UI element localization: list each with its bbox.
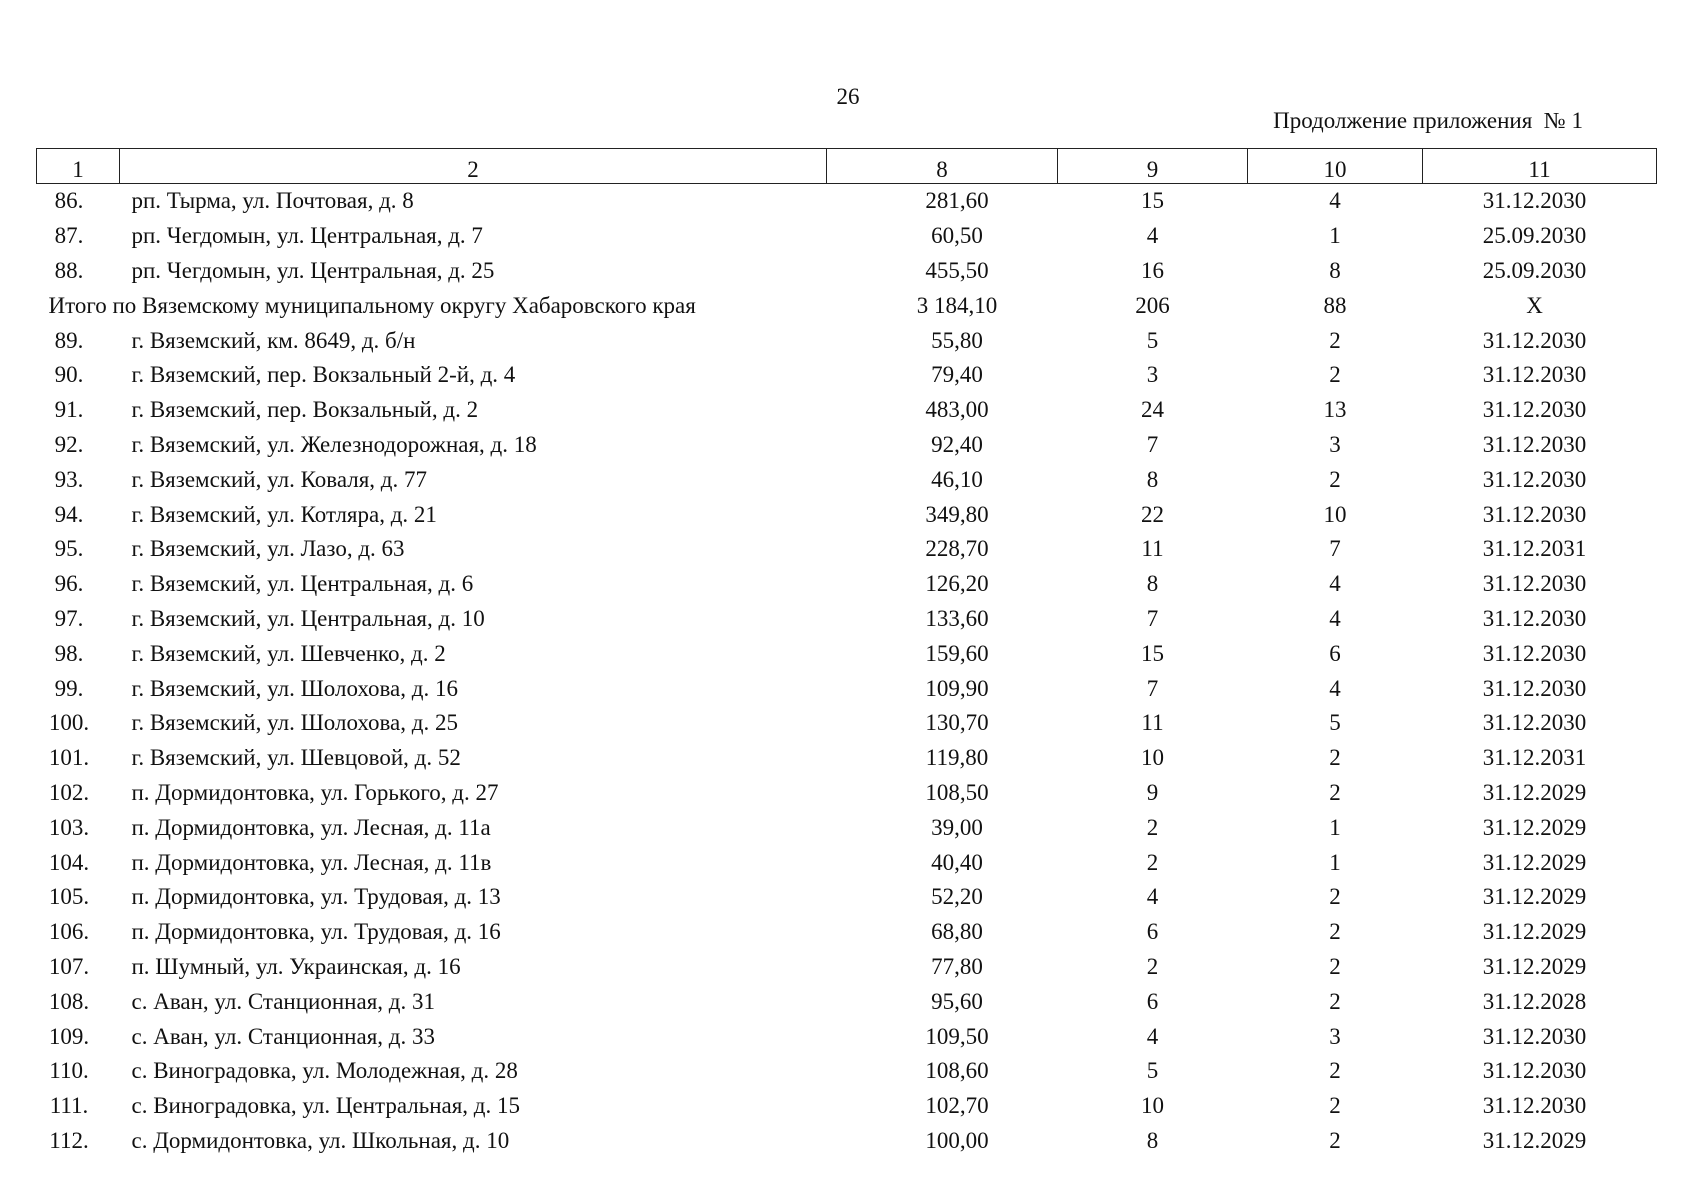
- cell-col-9: 7: [1146, 431, 1159, 457]
- table-row: [37, 567, 1657, 602]
- cell-col-8: 126,20: [925, 571, 989, 597]
- cell-col-8: 109,50: [925, 1023, 989, 1049]
- cell-col-8: 68,80: [931, 919, 983, 945]
- row-number: 90.: [54, 362, 84, 388]
- cell-col-9: 8: [1146, 1127, 1159, 1153]
- cell-col-9: 4: [1146, 223, 1159, 249]
- cell-col-9: 10: [1141, 745, 1164, 771]
- row-number: 108.: [48, 988, 90, 1014]
- cell-col-11: 31.12.2029: [1482, 953, 1587, 979]
- row-number: 106.: [48, 919, 90, 945]
- cell-col-11: 31.12.2030: [1482, 466, 1587, 492]
- cell-col-10: 4: [1329, 675, 1341, 701]
- row-number: 89.: [54, 327, 84, 353]
- cell-col-8: 228,70: [925, 536, 989, 562]
- row-address: г. Вяземский, км. 8649, д. б/н: [131, 327, 416, 353]
- row-address: рп. Чегдомын, ул. Центральная, д. 7: [131, 223, 483, 249]
- cell-col-9: 5: [1146, 1058, 1159, 1084]
- table-row: [37, 950, 1657, 985]
- cell-col-11: 25.09.2030: [1482, 223, 1587, 249]
- cell-col-11: 31.12.2030: [1482, 571, 1587, 597]
- cell-col-9: 2: [1146, 814, 1159, 840]
- table-row: [37, 602, 1657, 637]
- cell-col-11: 31.12.2029: [1482, 779, 1587, 805]
- cell-col-10: 10: [1323, 501, 1347, 527]
- cell-col-9: 4: [1146, 1023, 1159, 1049]
- row-address: г. Вяземский, пер. Вокзальный 2-й, д. 4: [131, 362, 516, 388]
- row-address: с. Аван, ул. Станционная, д. 33: [131, 1023, 435, 1049]
- cell-col-8: 55,80: [931, 327, 983, 353]
- cell-col-11: 31.12.2029: [1482, 919, 1587, 945]
- cell-col-10: 4: [1329, 188, 1341, 214]
- row-number: 92.: [54, 431, 84, 457]
- cell-col-8: 3 184,10: [916, 292, 998, 318]
- row-number: 107.: [48, 953, 90, 979]
- cell-col-10: 4: [1329, 571, 1341, 597]
- cell-col-9: 24: [1141, 397, 1164, 423]
- column-header-8: 8: [827, 149, 1058, 184]
- column-header-2: 2: [120, 149, 827, 184]
- row-number: 110.: [49, 1058, 89, 1084]
- cell-col-9: 206: [1135, 292, 1170, 318]
- cell-col-11: 31.12.2030: [1482, 362, 1587, 388]
- continuation-caption: Продолжение приложения № 1: [1273, 108, 1583, 133]
- row-number: 91.: [54, 397, 84, 423]
- cell-col-8: 349,80: [925, 501, 989, 527]
- row-address: п. Дормидонтовка, ул. Трудовая, д. 13: [131, 884, 501, 910]
- column-header-11: 11: [1423, 149, 1657, 184]
- table-row: [37, 880, 1657, 915]
- table-row: [37, 671, 1657, 706]
- cell-col-10: 2: [1329, 1058, 1341, 1084]
- cell-col-10: 6: [1329, 640, 1341, 666]
- table-row: [37, 845, 1657, 880]
- table-row: [37, 532, 1657, 567]
- cell-col-11: 31.12.2030: [1482, 327, 1587, 353]
- row-address: п. Дормидонтовка, ул. Горького, д. 27: [131, 779, 499, 805]
- cell-col-9: 5: [1146, 327, 1159, 353]
- table-row: [37, 184, 1657, 219]
- row-number: 102.: [48, 779, 90, 805]
- table-row: [37, 776, 1657, 811]
- cell-col-8: 119,80: [925, 745, 989, 771]
- row-address: г. Вяземский, ул. Коваля, д. 77: [131, 466, 427, 492]
- row-address: с. Аван, ул. Станционная, д. 31: [131, 988, 435, 1014]
- table-row: [37, 462, 1657, 497]
- cell-col-11: 31.12.2029: [1482, 1127, 1587, 1153]
- cell-col-10: 3: [1329, 431, 1341, 457]
- column-header-1: 1: [37, 149, 120, 184]
- cell-col-8: 483,00: [925, 397, 989, 423]
- cell-col-11: 31.12.2030: [1482, 1058, 1587, 1084]
- cell-col-11: 31.12.2029: [1482, 814, 1587, 840]
- table-row: [37, 915, 1657, 950]
- table-header-row: [37, 149, 1657, 184]
- cell-col-11: 31.12.2030: [1482, 640, 1587, 666]
- cell-col-10: 2: [1329, 466, 1341, 492]
- row-address: г. Вяземский, ул. Шолохова, д. 25: [131, 710, 458, 736]
- row-number: 95.: [54, 536, 84, 562]
- cell-col-9: 16: [1141, 257, 1164, 283]
- table-row: [37, 706, 1657, 741]
- cell-col-10: 3: [1329, 1023, 1341, 1049]
- cell-col-8: 40,40: [931, 849, 983, 875]
- cell-col-11: 31.12.2030: [1482, 501, 1587, 527]
- cell-col-8: 108,60: [925, 1058, 989, 1084]
- table-row: [37, 358, 1657, 393]
- table-row: [37, 323, 1657, 358]
- cell-col-8: 109,90: [925, 675, 989, 701]
- row-number: 100.: [48, 710, 90, 736]
- cell-col-11: 31.12.2030: [1482, 675, 1587, 701]
- table-row: [37, 1019, 1657, 1054]
- table-row: [37, 1089, 1657, 1124]
- cell-col-8: 102,70: [925, 1093, 989, 1119]
- column-header-9: 9: [1058, 149, 1248, 184]
- cell-col-9: 3: [1146, 362, 1159, 388]
- cell-col-8: 92,40: [931, 431, 983, 457]
- cell-col-10: 8: [1329, 257, 1341, 283]
- row-address: г. Вяземский, ул. Лазо, д. 63: [131, 536, 405, 562]
- table-row: [37, 254, 1657, 289]
- cell-col-11: 31.12.2030: [1482, 1093, 1587, 1119]
- cell-col-9: 11: [1141, 710, 1164, 736]
- cell-col-8: 281,60: [925, 188, 989, 214]
- cell-col-10: 88: [1323, 292, 1347, 318]
- table-row: [37, 393, 1657, 428]
- cell-col-10: 2: [1329, 988, 1341, 1014]
- row-address: п. Дормидонтовка, ул. Лесная, д. 11в: [131, 849, 492, 875]
- cell-col-10: 5: [1329, 710, 1341, 736]
- cell-col-8: 79,40: [931, 362, 983, 388]
- cell-col-8: 77,80: [931, 953, 983, 979]
- row-address: рп. Чегдомын, ул. Центральная, д. 25: [131, 257, 495, 283]
- cell-col-9: 6: [1146, 919, 1159, 945]
- row-number: 112.: [49, 1127, 89, 1153]
- cell-col-10: 1: [1329, 223, 1341, 249]
- cell-col-10: 13: [1323, 397, 1347, 423]
- row-number: 86.: [54, 188, 84, 214]
- row-number: 109.: [48, 1023, 90, 1049]
- row-number: 98.: [54, 640, 84, 666]
- table-row: [37, 1124, 1657, 1159]
- cell-col-11: 31.12.2030: [1482, 1023, 1587, 1049]
- row-number: 103.: [48, 814, 90, 840]
- table-row: [37, 636, 1657, 671]
- row-address: п. Дормидонтовка, ул. Лесная, д. 11а: [131, 814, 491, 840]
- cell-col-9: 15: [1141, 640, 1164, 666]
- cell-col-11: X: [1526, 292, 1543, 318]
- total-label: Итого по Вяземскому муниципальному округу Хабаровского края: [48, 292, 696, 318]
- cell-col-9: 11: [1141, 536, 1164, 562]
- cell-col-11: 31.12.2030: [1482, 397, 1587, 423]
- row-number: 99.: [54, 675, 84, 701]
- cell-col-10: 2: [1329, 362, 1341, 388]
- cell-col-8: 455,50: [925, 257, 989, 283]
- cell-col-11: 31.12.2030: [1482, 431, 1587, 457]
- table-row: [37, 984, 1657, 1019]
- cell-col-8: 46,10: [931, 466, 983, 492]
- cell-col-11: 31.12.2028: [1482, 988, 1587, 1014]
- cell-col-8: 60,50: [931, 223, 983, 249]
- row-address: с. Дормидонтовка, ул. Школьная, д. 10: [131, 1127, 510, 1153]
- row-address: п. Шумный, ул. Украинская, д. 16: [131, 953, 461, 979]
- row-number: 96.: [54, 571, 84, 597]
- row-address: г. Вяземский, ул. Центральная, д. 6: [131, 571, 474, 597]
- row-number: 94.: [54, 501, 84, 527]
- cell-col-8: 133,60: [925, 605, 989, 631]
- cell-col-9: 10: [1141, 1093, 1164, 1119]
- cell-col-9: 2: [1146, 849, 1159, 875]
- cell-col-11: 31.12.2030: [1482, 605, 1587, 631]
- row-number: 101.: [48, 745, 90, 771]
- row-address: с. Виноградовка, ул. Молодежная, д. 28: [131, 1058, 518, 1084]
- cell-col-9: 7: [1146, 675, 1159, 701]
- cell-col-8: 108,50: [925, 779, 989, 805]
- row-address: с. Виноградовка, ул. Центральная, д. 15: [131, 1093, 521, 1119]
- row-address: г. Вяземский, ул. Котляра, д. 21: [131, 501, 437, 527]
- row-number: 97.: [54, 605, 84, 631]
- cell-col-11: 31.12.2030: [1482, 188, 1587, 214]
- cell-col-10: 1: [1329, 814, 1341, 840]
- cell-col-11: 31.12.2029: [1482, 884, 1587, 910]
- row-number: 88.: [54, 257, 84, 283]
- row-number: 87.: [54, 223, 84, 249]
- table-row: [37, 428, 1657, 463]
- row-address: г. Вяземский, пер. Вокзальный, д. 2: [131, 397, 479, 423]
- cell-col-11: 31.12.2029: [1482, 849, 1587, 875]
- row-address: г. Вяземский, ул. Шолохова, д. 16: [131, 675, 458, 701]
- cell-col-10: 2: [1329, 953, 1341, 979]
- table-row: [37, 497, 1657, 532]
- row-number: 111.: [49, 1093, 89, 1119]
- cell-col-9: 15: [1141, 188, 1164, 214]
- cell-col-9: 9: [1146, 779, 1159, 805]
- cell-col-9: 8: [1146, 466, 1159, 492]
- appendix-table: [36, 148, 1657, 1158]
- cell-col-11: 25.09.2030: [1482, 257, 1587, 283]
- cell-col-10: 1: [1329, 849, 1341, 875]
- cell-col-10: 2: [1329, 919, 1341, 945]
- cell-col-10: 2: [1329, 745, 1341, 771]
- cell-col-11: 31.12.2031: [1482, 536, 1587, 562]
- row-number: 93.: [54, 466, 84, 492]
- cell-col-8: 52,20: [931, 884, 983, 910]
- cell-col-10: 2: [1329, 1093, 1341, 1119]
- cell-col-9: 8: [1146, 571, 1159, 597]
- cell-col-9: 2: [1146, 953, 1159, 979]
- page-number: 26: [836, 84, 860, 109]
- table-row: [37, 219, 1657, 254]
- row-number: 104.: [48, 849, 90, 875]
- column-header-10: 10: [1248, 149, 1423, 184]
- row-address: г. Вяземский, ул. Шевченко, д. 2: [131, 640, 446, 666]
- cell-col-10: 7: [1329, 536, 1341, 562]
- cell-col-9: 6: [1146, 988, 1159, 1014]
- cell-col-9: 7: [1146, 605, 1159, 631]
- cell-col-11: 31.12.2030: [1482, 710, 1587, 736]
- row-number: 105.: [48, 884, 90, 910]
- table-row: [37, 810, 1657, 845]
- cell-col-8: 95,60: [931, 988, 983, 1014]
- row-address: г. Вяземский, ул. Центральная, д. 10: [131, 605, 485, 631]
- cell-col-8: 130,70: [925, 710, 989, 736]
- cell-col-8: 159,60: [925, 640, 989, 666]
- row-address: г. Вяземский, ул. Шевцовой, д. 52: [131, 745, 461, 771]
- cell-col-9: 4: [1146, 884, 1159, 910]
- cell-col-8: 39,00: [931, 814, 983, 840]
- cell-col-10: 2: [1329, 1127, 1341, 1153]
- cell-col-8: 100,00: [925, 1127, 989, 1153]
- table-total-row: [37, 288, 1657, 323]
- cell-col-10: 2: [1329, 779, 1341, 805]
- cell-col-11: 31.12.2031: [1482, 745, 1587, 771]
- row-address: г. Вяземский, ул. Железнодорожная, д. 18: [131, 431, 537, 457]
- table-row: [37, 741, 1657, 776]
- cell-col-10: 2: [1329, 327, 1341, 353]
- cell-col-10: 4: [1329, 605, 1341, 631]
- table-body: [37, 184, 1657, 1159]
- row-address: п. Дормидонтовка, ул. Трудовая, д. 16: [131, 919, 501, 945]
- cell-col-9: 22: [1141, 501, 1164, 527]
- table-row: [37, 1054, 1657, 1089]
- row-address: рп. Тырма, ул. Почтовая, д. 8: [131, 188, 414, 214]
- cell-col-10: 2: [1329, 884, 1341, 910]
